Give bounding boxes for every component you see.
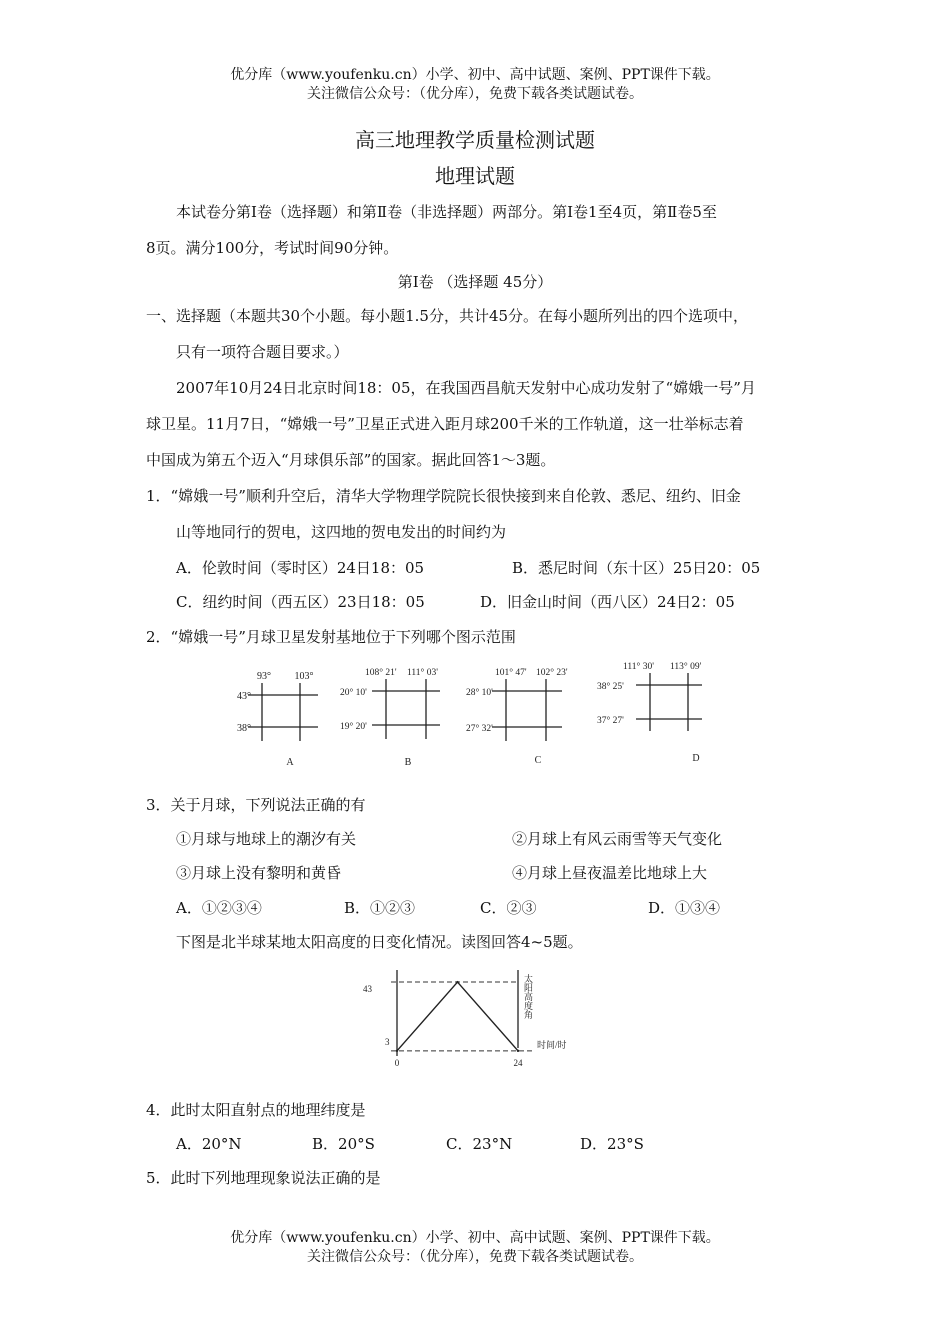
grid-a-label: A [286, 757, 294, 768]
q3-option-b: B．①②③ [344, 899, 416, 917]
intro-line1: 本试卷分第Ⅰ卷（选择题）和第Ⅱ卷（非选择题）两部分。第Ⅰ卷1至4页，第Ⅱ卷5至 [176, 203, 717, 221]
grid-d-top-left: 111° 30' [623, 662, 654, 672]
q3-statement-2: ②月球上有风云雨雪等天气变化 [512, 830, 723, 848]
grid-b [340, 667, 440, 768]
passage1-line1: 2007年10月24日北京时间18：05，在我国西昌航天发射中心成功发射了“嫦娥一号”月 [176, 379, 756, 397]
data-point [517, 1050, 519, 1052]
page-footer-line2: 关注微信公众号：（优分库），免费下载各类试题试卷。 [307, 1249, 643, 1265]
series-segment [397, 982, 458, 1051]
grid-b-top-left: 108° 21' [365, 668, 397, 678]
q2-stem: 2．“嫦娥一号”月球卫星发射基地位于下列哪个图示范围 [146, 628, 516, 646]
q4-option-c: C．23°N [446, 1135, 513, 1153]
grid-c-label: C [534, 755, 542, 766]
grid-a-left-bottom: 38° [237, 723, 251, 734]
exam-subtitle: 地理试题 [435, 164, 515, 188]
q1-option-a: A．伦敦时间（零时区）24日18：05 [176, 559, 425, 577]
grid-a-top-left: 93° [257, 671, 271, 682]
q1-option-c: C．纽约时间（西五区）23日18：05 [176, 593, 425, 611]
page-footer-line1: 优分库（www.youfenku.cn）小学、初中、高中试题、案例、PPT课件下载。 [230, 1230, 720, 1246]
q5-stem: 5．此时下列地理现象说法正确的是 [146, 1169, 381, 1187]
q4-option-b: B．20°S [312, 1135, 375, 1153]
grid-a-left-top: 43° [237, 691, 251, 702]
q4-stem: 4．此时太阳直射点的地理纬度是 [146, 1101, 366, 1119]
intro-line2: 8页。满分100分，考试时间90分钟。 [146, 239, 399, 257]
part1-line2: 只有一项符合题目要求。） [176, 343, 349, 361]
q3-option-c: C．②③ [480, 899, 537, 917]
passage1-line2: 球卫星。11月7日，“嫦娥一号”卫星正式进入距月球200千米的工作轨道，这一壮举标志着 [146, 415, 744, 433]
passage2: 下图是北半球某地太阳高度的日变化情况。读图回答4~5题。 [176, 933, 583, 951]
grid-b-top-right: 111° 03' [407, 668, 438, 678]
q3-option-a: A．①②③④ [176, 899, 262, 917]
grid-d-left-bottom: 37° 27' [597, 716, 624, 726]
section-title: 第Ⅰ卷 （选择题 45分） [397, 273, 553, 291]
chart-marks [396, 981, 519, 1052]
q2-grid-figures [200, 655, 760, 770]
q1-option-d: D．旧金山时间（西八区）24日2：05 [480, 593, 735, 611]
x-tick-0: 0 [394, 1058, 400, 1068]
grid-c-top-left: 101° 47' [495, 668, 527, 678]
q1-stem-line2: 山等地同行的贺电，这四地的贺电发出的时间约为 [176, 523, 507, 541]
q4-option-a: A．20°N [176, 1135, 242, 1153]
grid-c-left-top: 28° 10' [466, 688, 493, 698]
grid-a [237, 671, 318, 768]
grid-d [597, 661, 702, 764]
data-point [396, 1050, 398, 1052]
sun-altitude-chart [355, 962, 570, 1077]
grid-d-label: D [692, 753, 700, 764]
q3-statement-4: ④月球上昼夜温差比地球上大 [512, 864, 708, 882]
grid-d-top-right: 113° 09' [670, 662, 702, 672]
grid-c-left-bottom: 27° 32' [466, 724, 493, 734]
page-header-line2: 关注微信公众号：（优分库），免费下载各类试题试卷。 [307, 86, 643, 102]
grid-b-left-bottom: 19° 20' [340, 722, 367, 732]
q3-stem: 3．关于月球，下列说法正确的有 [146, 796, 366, 814]
grid-a-top-right: 103° [294, 671, 314, 682]
y-axis-label: 太阳高度角 [523, 974, 533, 1019]
passage1-line3: 中国成为第五个迈入“月球俱乐部”的国家。据此回答1～3题。 [146, 451, 556, 469]
exam-title: 高三地理教学质量检测试题 [355, 128, 595, 152]
q3-statement-1: ①月球与地球上的潮汐有关 [176, 830, 357, 848]
grid-d-left-top: 38° 25' [597, 682, 624, 692]
q4-option-d: D．23°S [580, 1135, 644, 1153]
grid-c-top-right: 102° 23' [536, 668, 568, 678]
y-tick-3: 3 [385, 1037, 390, 1047]
q1-option-b: B．悉尼时间（东十区）25日20：05 [512, 559, 761, 577]
part1-line1: 一、选择题（本题共30个小题。每小题1.5分，共计45分。在每小题所列出的四个选项中， [146, 307, 749, 325]
x-axis-label: 时间/时 [537, 1040, 567, 1050]
y-tick-43: 43 [363, 984, 372, 994]
data-point [456, 981, 458, 983]
q1-stem-line1: 1．“嫦娥一号”顺利升空后，清华大学物理学院院长很快接到来自伦敦、悉尼、纽约、旧金 [146, 487, 741, 505]
grid-c [466, 667, 568, 766]
grid-b-label: B [404, 757, 412, 768]
q3-statement-3: ③月球上没有黎明和黄昏 [176, 864, 342, 882]
grid-b-left-top: 20° 10' [340, 688, 367, 698]
series-segment [458, 982, 519, 1051]
page-header-line1: 优分库（www.youfenku.cn）小学、初中、高中试题、案例、PPT课件下载。 [230, 67, 720, 83]
q3-option-d: D．①③④ [648, 899, 721, 917]
x-tick-24: 24 [513, 1058, 523, 1068]
